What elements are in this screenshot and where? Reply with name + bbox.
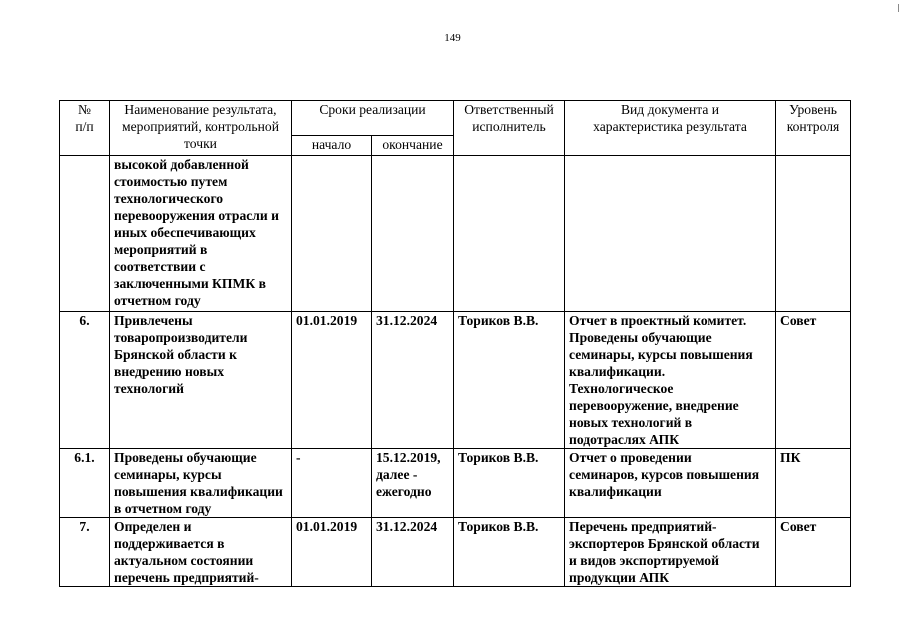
table-row: [60, 312, 851, 449]
row-end: 31.12.2024: [372, 312, 454, 449]
row-level: [776, 156, 851, 312]
row-level: ПК: [776, 449, 851, 518]
row-executor: Ториков В.В.: [454, 312, 565, 449]
row-num: 6.1.: [60, 449, 110, 518]
row-doc: Отчет в проектный комитет. Проведены обучающие семинары, курсы повышения квалификации. Технологическое перевооружение, внедрение новых технологий в подотраслях АПК: [565, 312, 776, 449]
row-end: 15.12.2019, далее - ежегодно: [372, 449, 454, 518]
row-name: Проведены обучающие семинары, курсы повышения квалификации в отчетном году: [110, 449, 292, 518]
header-name: Наименование результата, мероприятий, контрольной точки: [110, 101, 292, 156]
row-doc: Отчет о проведении семинаров, курсов повышения квалификации: [565, 449, 776, 518]
row-executor: Ториков В.В.: [454, 518, 565, 587]
header-doc: Вид документа и характеристика результата: [565, 101, 776, 156]
row-end: [372, 156, 454, 312]
row-start: 01.01.2019: [292, 312, 372, 449]
scan-edge-mark: [898, 4, 899, 12]
table-row: [60, 518, 851, 587]
plan-table: [59, 100, 851, 587]
row-doc: [565, 156, 776, 312]
row-start: [292, 156, 372, 312]
row-name: высокой добавленной стоимостью путем технологического перевооружения отрасли и иных обеспечивающих мероприятий в соответствии с заключенными КПМК в отчетном году: [110, 156, 292, 312]
header-level: Уровень контроля: [776, 101, 851, 156]
row-executor: [454, 156, 565, 312]
row-name: Привлечены товаропроизводители Брянской области к внедрению новых технологий: [110, 312, 292, 449]
table-header-row: [60, 101, 851, 136]
row-level: Совет: [776, 312, 851, 449]
header-executor: Ответственный исполнитель: [454, 101, 565, 156]
table-row: [60, 449, 851, 518]
page-number: 149: [444, 32, 461, 44]
row-start: 01.01.2019: [292, 518, 372, 587]
header-end: окончание: [372, 136, 454, 156]
row-end: 31.12.2024: [372, 518, 454, 587]
row-doc: Перечень предприятий- экспортеров Брянской области и видов экспортируемой продукции АПК: [565, 518, 776, 587]
row-num: 7.: [60, 518, 110, 587]
header-num: № п/п: [60, 101, 110, 156]
row-executor: Ториков В.В.: [454, 449, 565, 518]
row-start: -: [292, 449, 372, 518]
row-level: Совет: [776, 518, 851, 587]
row-num: 6.: [60, 312, 110, 449]
row-name: Определен и поддерживается в актуальном состоянии перечень предприятий-: [110, 518, 292, 587]
table-row: [60, 156, 851, 312]
header-timing: Сроки реализации: [292, 101, 454, 136]
row-num: [60, 156, 110, 312]
header-start: начало: [292, 136, 372, 156]
